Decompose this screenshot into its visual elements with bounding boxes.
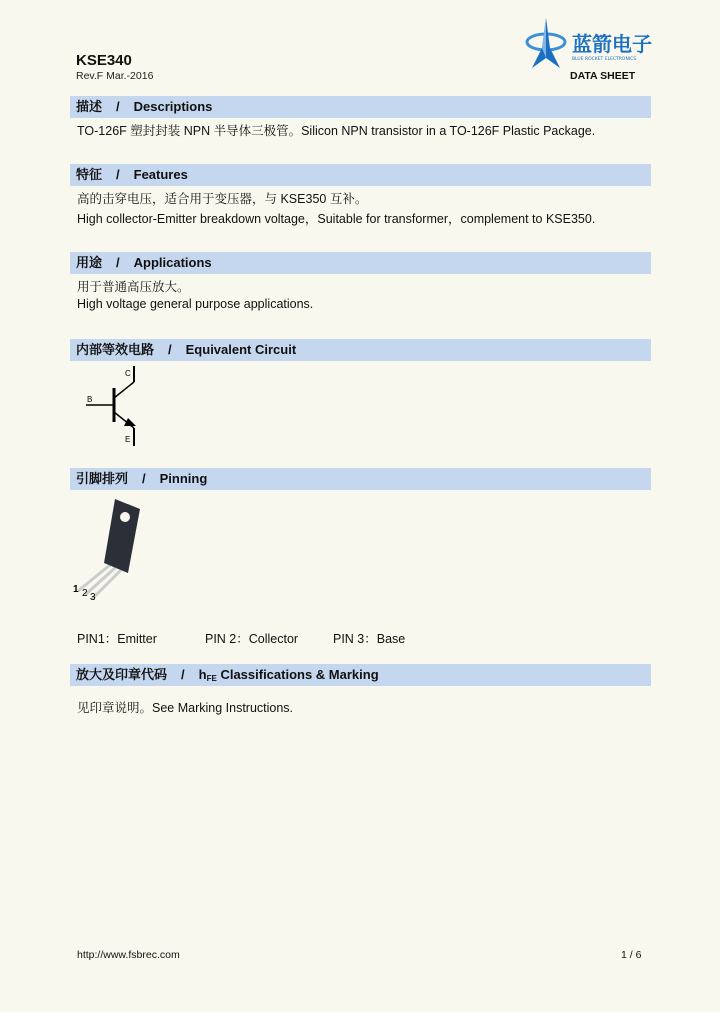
svg-text:C: C [125,369,131,378]
section-pinning: 引脚排列 / Pinning [70,468,651,490]
section-applications: 用途 / Applications [70,252,651,274]
svg-text:3: 3 [90,592,96,603]
description-text: TO-126F 塑封封装 NPN 半导体三极管。Silicon NPN transistor in a TO-126F Plastic Package. [77,124,596,138]
svg-text:1: 1 [73,584,79,595]
applications-cn: 用于普通高压放大。 [77,280,190,294]
section-equivalent-circuit: 内部等效电路 / Equivalent Circuit [70,339,651,361]
svg-text:B: B [87,395,93,404]
pin2-label: PIN 2：Collector [205,632,299,646]
applications-en: High voltage general purpose applications. [77,297,314,311]
pin3-label: PIN 3：Base [333,632,406,646]
svg-text:BLUE ROCKET ELECTRONICS: BLUE ROCKET ELECTRONICS [572,57,637,62]
pin1-label: PIN1：Emitter [77,632,157,646]
features-en: High collector-Emitter breakdown voltage，Suitable for transformer，complement to KSE350. [77,212,596,226]
svg-text:蓝箭电子: 蓝箭电子 [572,32,652,56]
doc-type: DATA SHEET [570,70,636,82]
section-descriptions: 描述 / Descriptions [70,96,651,118]
marking-text: 见印章说明。See Marking Instructions. [77,701,294,715]
company-logo [524,18,654,75]
revision: Rev.F Mar.-2016 [76,70,154,82]
part-number: KSE340 [76,52,132,69]
svg-text:E: E [125,435,131,444]
to126f-package-image [70,495,150,605]
svg-text:2: 2 [82,588,88,599]
section-features: 特征 / Features [70,164,651,186]
footer-url[interactable]: http://www.fsbrec.com [77,949,180,961]
page-number: 1 / 6 [621,949,642,961]
npn-transistor-symbol [80,362,160,448]
section-hfe-marking: 放大及印章代码 / $h_{FE}$ Classifications & Marking [70,664,651,686]
features-cn: 高的击穿电压，适合用于变压器，与 KSE350 互补。 [77,192,368,206]
